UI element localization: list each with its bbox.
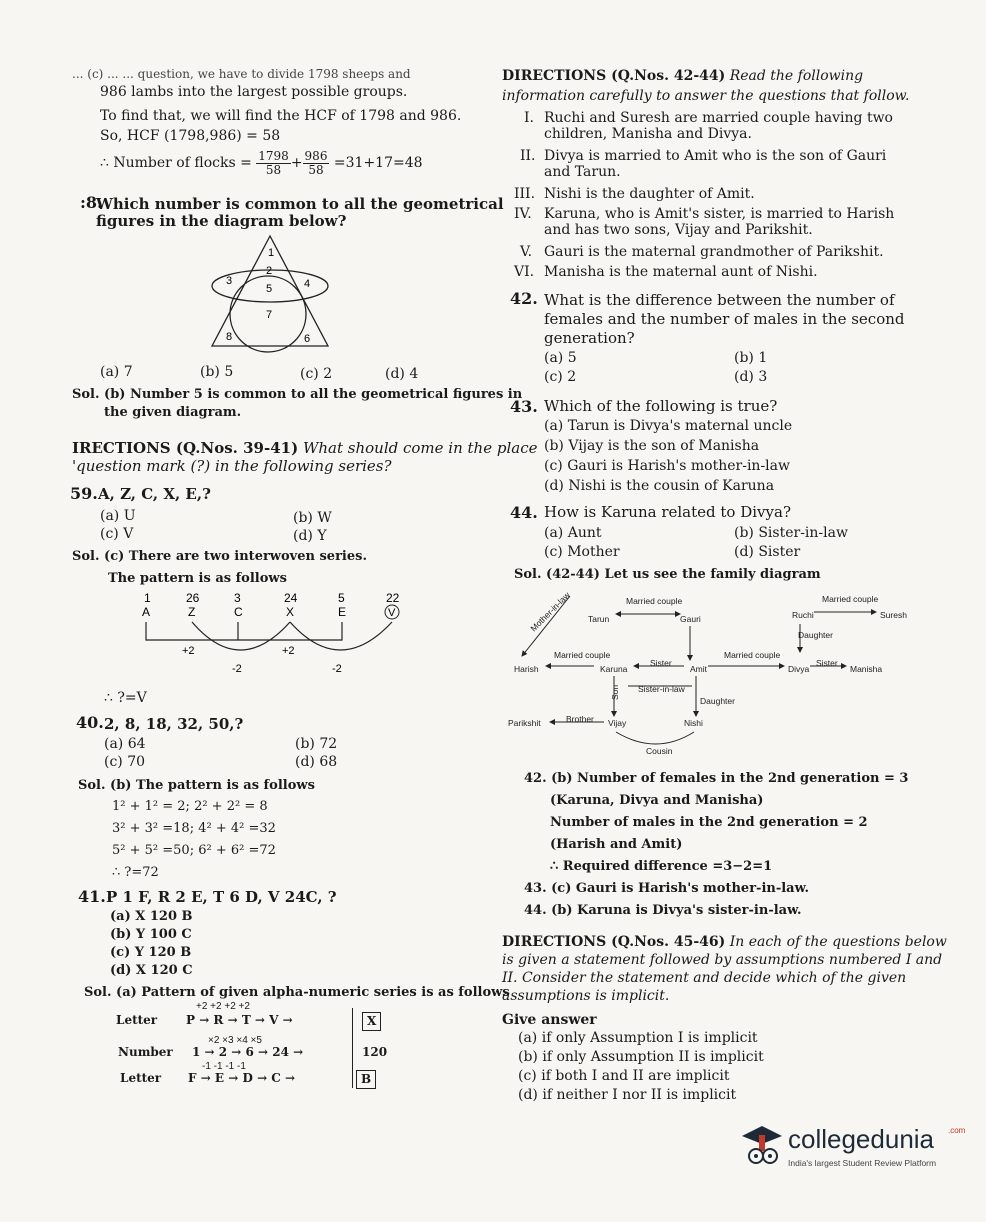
question-text: females and the number of males in the second <box>544 310 905 328</box>
option: (a) 7 <box>100 364 133 380</box>
series-diagram <box>130 588 420 678</box>
statement-text: Karuna, who is Amit's sister, is married to Harish <box>544 206 895 222</box>
directions-text: II. Consider the statement and decide which of the given <box>502 970 907 986</box>
option: (d) Y <box>293 528 327 544</box>
option: (b) Vijay is the son of Manisha <box>544 438 760 454</box>
option: (a) 64 <box>104 736 146 752</box>
answer-explanation: ∴ Required difference =3−2=1 <box>550 859 773 874</box>
series-number: 24 <box>284 591 298 605</box>
relation-label: Sister <box>816 658 838 668</box>
option: (b) 5 <box>200 364 234 380</box>
question-text: 2, 8, 18, 32, 50,? <box>104 715 244 733</box>
question-text: figures in the diagram below? <box>96 212 347 230</box>
collegedunia-logo <box>738 1120 968 1180</box>
solution: Sol. (c) There are two interwoven series. <box>72 549 367 564</box>
option: (d) 68 <box>295 754 338 770</box>
option: (c) 2 <box>544 369 577 385</box>
answer-explanation: Number of males in the 2nd generation = 2 <box>550 815 868 830</box>
option: (b) Sister-in-law <box>734 525 848 541</box>
statement-num: VI. <box>514 264 535 280</box>
question-number: 41. <box>78 887 106 906</box>
statement-text: Ruchi and Suresh are married couple having two <box>544 110 893 126</box>
table-row <box>116 1061 406 1088</box>
statement-text: Gauri is the maternal grandmother of Parikshit. <box>544 244 884 260</box>
relation-label: Married couple <box>822 594 879 604</box>
statement-text: and Tarun. <box>544 164 621 180</box>
series-number: 3 <box>234 591 241 605</box>
option: (b) W <box>293 510 332 526</box>
statement-text: Manisha is the maternal aunt of Nishi. <box>544 264 818 280</box>
person-parikshit: Parikshit <box>508 718 541 728</box>
top-fragment: 986 lambs into the largest possible groups. <box>100 84 408 100</box>
statement-num: I. <box>524 110 534 126</box>
top-fragment: ... (c) ... ... question, we have to divide 1798 sheeps and <box>72 67 411 81</box>
question-text: What is the difference between the number of <box>544 291 895 309</box>
logo-tagline: India's largest Student Review Platform <box>788 1158 937 1168</box>
question-text: How is Karuna related to Divya? <box>544 503 791 521</box>
question-text: P 1 F, R 2 E, T 6 D, V 24C, ? <box>106 888 337 906</box>
fig-number: 2 <box>266 265 273 277</box>
option: (d) Sister <box>734 544 801 560</box>
series-letter: E <box>338 605 347 619</box>
family-diagram <box>504 586 914 766</box>
relation-line <box>616 732 694 744</box>
relation-label: Sister <box>650 658 672 668</box>
question-text: generation? <box>544 329 635 347</box>
question-number: 43. <box>510 397 538 416</box>
option: (a) Tarun is Divya's maternal uncle <box>544 418 793 434</box>
logo-suffix: .com <box>948 1126 966 1135</box>
row-label: Letter <box>116 1013 158 1027</box>
statement-text: and has two sons, Vijay and Parikshit. <box>544 222 813 238</box>
option: (c) V <box>100 526 134 542</box>
directions: IRECTIONS (Q.Nos. 39-41) What should come in the place <box>72 439 538 457</box>
answer-explanation: (Karuna, Divya and Manisha) <box>550 793 764 808</box>
row-answer: X <box>362 1012 381 1031</box>
option: (d) Nishi is the cousin of Karuna <box>544 478 775 494</box>
statement-text: Nishi is the daughter of Amit. <box>544 186 755 202</box>
series-number: 26 <box>186 591 200 605</box>
statement-text: Divya is married to Amit who is the son of Gauri <box>544 148 887 164</box>
option: (b) Y 100 C <box>110 927 192 942</box>
option: (c) Y 120 B <box>110 945 192 960</box>
relation-label: Mother-in-law <box>528 589 572 634</box>
series-letter: Z <box>188 605 196 619</box>
solution: Sol. (b) The pattern is as follows <box>78 778 315 793</box>
solution: Sol. (b) Number 5 is common to all the geometrical figures in <box>72 387 523 402</box>
row-label: Letter <box>120 1071 162 1085</box>
question-number: 59. <box>70 484 98 503</box>
question-text: Which number is common to all the geometrical <box>96 195 504 213</box>
pattern-line: 5² + 5² =50; 6² + 6² =72 <box>112 843 276 858</box>
row-seq: 1 → 2 → 6 → 24 → <box>192 1045 304 1059</box>
logo-text: collegedunia <box>788 1124 935 1154</box>
row-ops: -1 -1 -1 -1 <box>202 1061 246 1072</box>
option: (d) 4 <box>385 366 419 382</box>
question-text: A, Z, C, X, E,? <box>98 485 211 503</box>
flocks-result: =31+17=48 <box>333 155 423 171</box>
relation-label: Married couple <box>626 596 683 606</box>
series-number: 1 <box>144 591 151 605</box>
statement-text: children, Manisha and Divya. <box>544 126 752 142</box>
answer: ∴ ?=V <box>104 690 147 706</box>
person-harish: Harish <box>514 664 539 674</box>
person-nishi: Nishi <box>684 718 703 728</box>
answer-explanation: 44. (b) Karuna is Divya's sister-in-law. <box>524 903 802 918</box>
row-seq: F → E → D → C → <box>188 1071 296 1085</box>
fig-number: 1 <box>268 247 275 259</box>
solution: Sol. (42-44) Let us see the family diagram <box>514 567 821 582</box>
row-answer: 120 <box>362 1045 388 1059</box>
relation-label: Daughter <box>700 696 735 706</box>
answer-option: (c) if both I and II are implicit <box>518 1068 730 1084</box>
person-karuna: Karuna <box>600 664 628 674</box>
directions-text: is given a statement followed by assumptions numbered I and <box>502 952 943 968</box>
relation-label: Sister-in-law <box>638 684 685 694</box>
person-ruchi: Ruchi <box>792 610 814 620</box>
option: (c) 70 <box>104 754 146 770</box>
answer-option: (d) if neither I nor II is implicit <box>518 1087 737 1103</box>
pattern-label: The pattern is as follows <box>108 571 287 586</box>
relation-label: Son <box>610 684 620 700</box>
directions-text: 'question mark (?) in the following series? <box>72 457 392 475</box>
table-row <box>116 1035 406 1062</box>
fraction: $\frac{986}{58}$ <box>304 148 328 177</box>
fig-number: 6 <box>304 333 311 345</box>
answer-explanation: 43. (c) Gauri is Harish's mother-in-law. <box>524 881 810 896</box>
option: (b) 72 <box>295 736 338 752</box>
solution: Sol. (a) Pattern of given alpha-numeric series is as follows <box>84 985 510 1000</box>
relation-label: Married couple <box>554 650 611 660</box>
answer: ∴ ?=72 <box>112 865 159 880</box>
option: (d) 3 <box>734 369 768 385</box>
answer-option: (a) if only Assumption I is implicit <box>518 1030 758 1046</box>
person-vijay: Vijay <box>608 718 627 728</box>
row-label: Number <box>118 1045 173 1059</box>
option: (c) Gauri is Harish's mother-in-law <box>544 458 790 474</box>
question-number: :8. <box>80 193 103 212</box>
series-letter: V <box>388 607 396 619</box>
person-gauri: Gauri <box>680 614 701 624</box>
fig-number: 4 <box>304 278 311 290</box>
pattern-line: 3² + 3² =18; 4² + 4² =32 <box>112 821 276 836</box>
row-seq: P → R → T → V → <box>186 1013 293 1027</box>
option: (a) Aunt <box>544 525 602 541</box>
fig-number: 8 <box>226 331 233 343</box>
geometric-figure <box>200 232 340 354</box>
step-label: -2 <box>232 663 242 675</box>
solution: the given diagram. <box>104 405 242 420</box>
option: (d) X 120 C <box>110 963 193 978</box>
person-manisha: Manisha <box>850 664 883 674</box>
option: (b) 1 <box>734 350 768 366</box>
step-label: -2 <box>332 663 342 675</box>
connector-plus <box>146 622 342 640</box>
person-tarun: Tarun <box>588 614 610 624</box>
series-number: 5 <box>338 591 345 605</box>
flocks-line: ∴ Number of flocks = $\frac{1798}{58}$ + $\frac{986}{58}$ =31+17=48 <box>100 148 423 177</box>
step-label: +2 <box>282 645 295 657</box>
fraction: $\frac{1798}{58}$ <box>258 148 289 177</box>
statement-num: V. <box>520 244 533 260</box>
option: (a) 5 <box>544 350 577 366</box>
pattern-line: 1² + 1² = 2; 2² + 2² = 8 <box>112 799 268 814</box>
statement-num: III. <box>514 186 536 202</box>
directions-text: assumptions is implicit. <box>502 988 670 1004</box>
option: (c) 2 <box>300 366 333 382</box>
row-answer: B <box>356 1070 376 1089</box>
relation-label: Cousin <box>646 746 673 756</box>
flocks-prefix: ∴ Number of flocks = <box>100 155 252 171</box>
question-number: 42. <box>510 289 538 308</box>
give-answer: Give answer <box>502 1012 597 1028</box>
series-letter: C <box>234 605 243 619</box>
answer-explanation: (Harish and Amit) <box>550 837 683 852</box>
directions-text: information carefully to answer the questions that follow. <box>502 88 910 104</box>
option: (a) U <box>100 508 136 524</box>
person-suresh: Suresh <box>880 610 907 620</box>
question-number: 44. <box>510 503 538 522</box>
answer-explanation: 42. (b) Number of females in the 2nd generation = 3 <box>524 771 909 786</box>
relation-label: Daughter <box>798 630 833 640</box>
relation-label: Married couple <box>724 650 781 660</box>
directions: DIRECTIONS (Q.Nos. 45-46) In each of the questions below <box>502 934 947 950</box>
question-number: 40. <box>76 713 104 732</box>
series-letter: X <box>286 605 295 619</box>
person-divya: Divya <box>788 664 810 674</box>
statement-num: II. <box>520 148 536 164</box>
fig-number: 3 <box>226 275 233 287</box>
answer-option: (b) if only Assumption II is implicit <box>518 1049 764 1065</box>
question-text: Which of the following is true? <box>544 397 778 415</box>
series-letter: A <box>142 605 151 619</box>
graduate-mascot-icon <box>738 1122 786 1170</box>
relation-label: Brother <box>566 714 594 724</box>
hcf-line: So, HCF (1798,986) = 58 <box>100 128 281 144</box>
fig-number: 5 <box>266 283 273 295</box>
directions: DIRECTIONS (Q.Nos. 42-44) Read the following <box>502 68 864 84</box>
statement-num: IV. <box>514 206 532 222</box>
step-label: +2 <box>182 645 195 657</box>
hcf-intro: To find that, we will find the HCF of 1798 and 986. <box>100 108 462 124</box>
option: (a) X 120 B <box>110 909 193 924</box>
table-row <box>116 1001 406 1028</box>
row-ops: ×2 ×3 ×4 ×5 <box>208 1035 262 1046</box>
fig-number: 7 <box>266 309 273 321</box>
table-divider <box>352 1008 353 1088</box>
option: (c) Mother <box>544 544 620 560</box>
person-amit: Amit <box>690 664 707 674</box>
row-ops: +2 +2 +2 +2 <box>196 1001 250 1012</box>
series-number: 22 <box>386 591 400 605</box>
